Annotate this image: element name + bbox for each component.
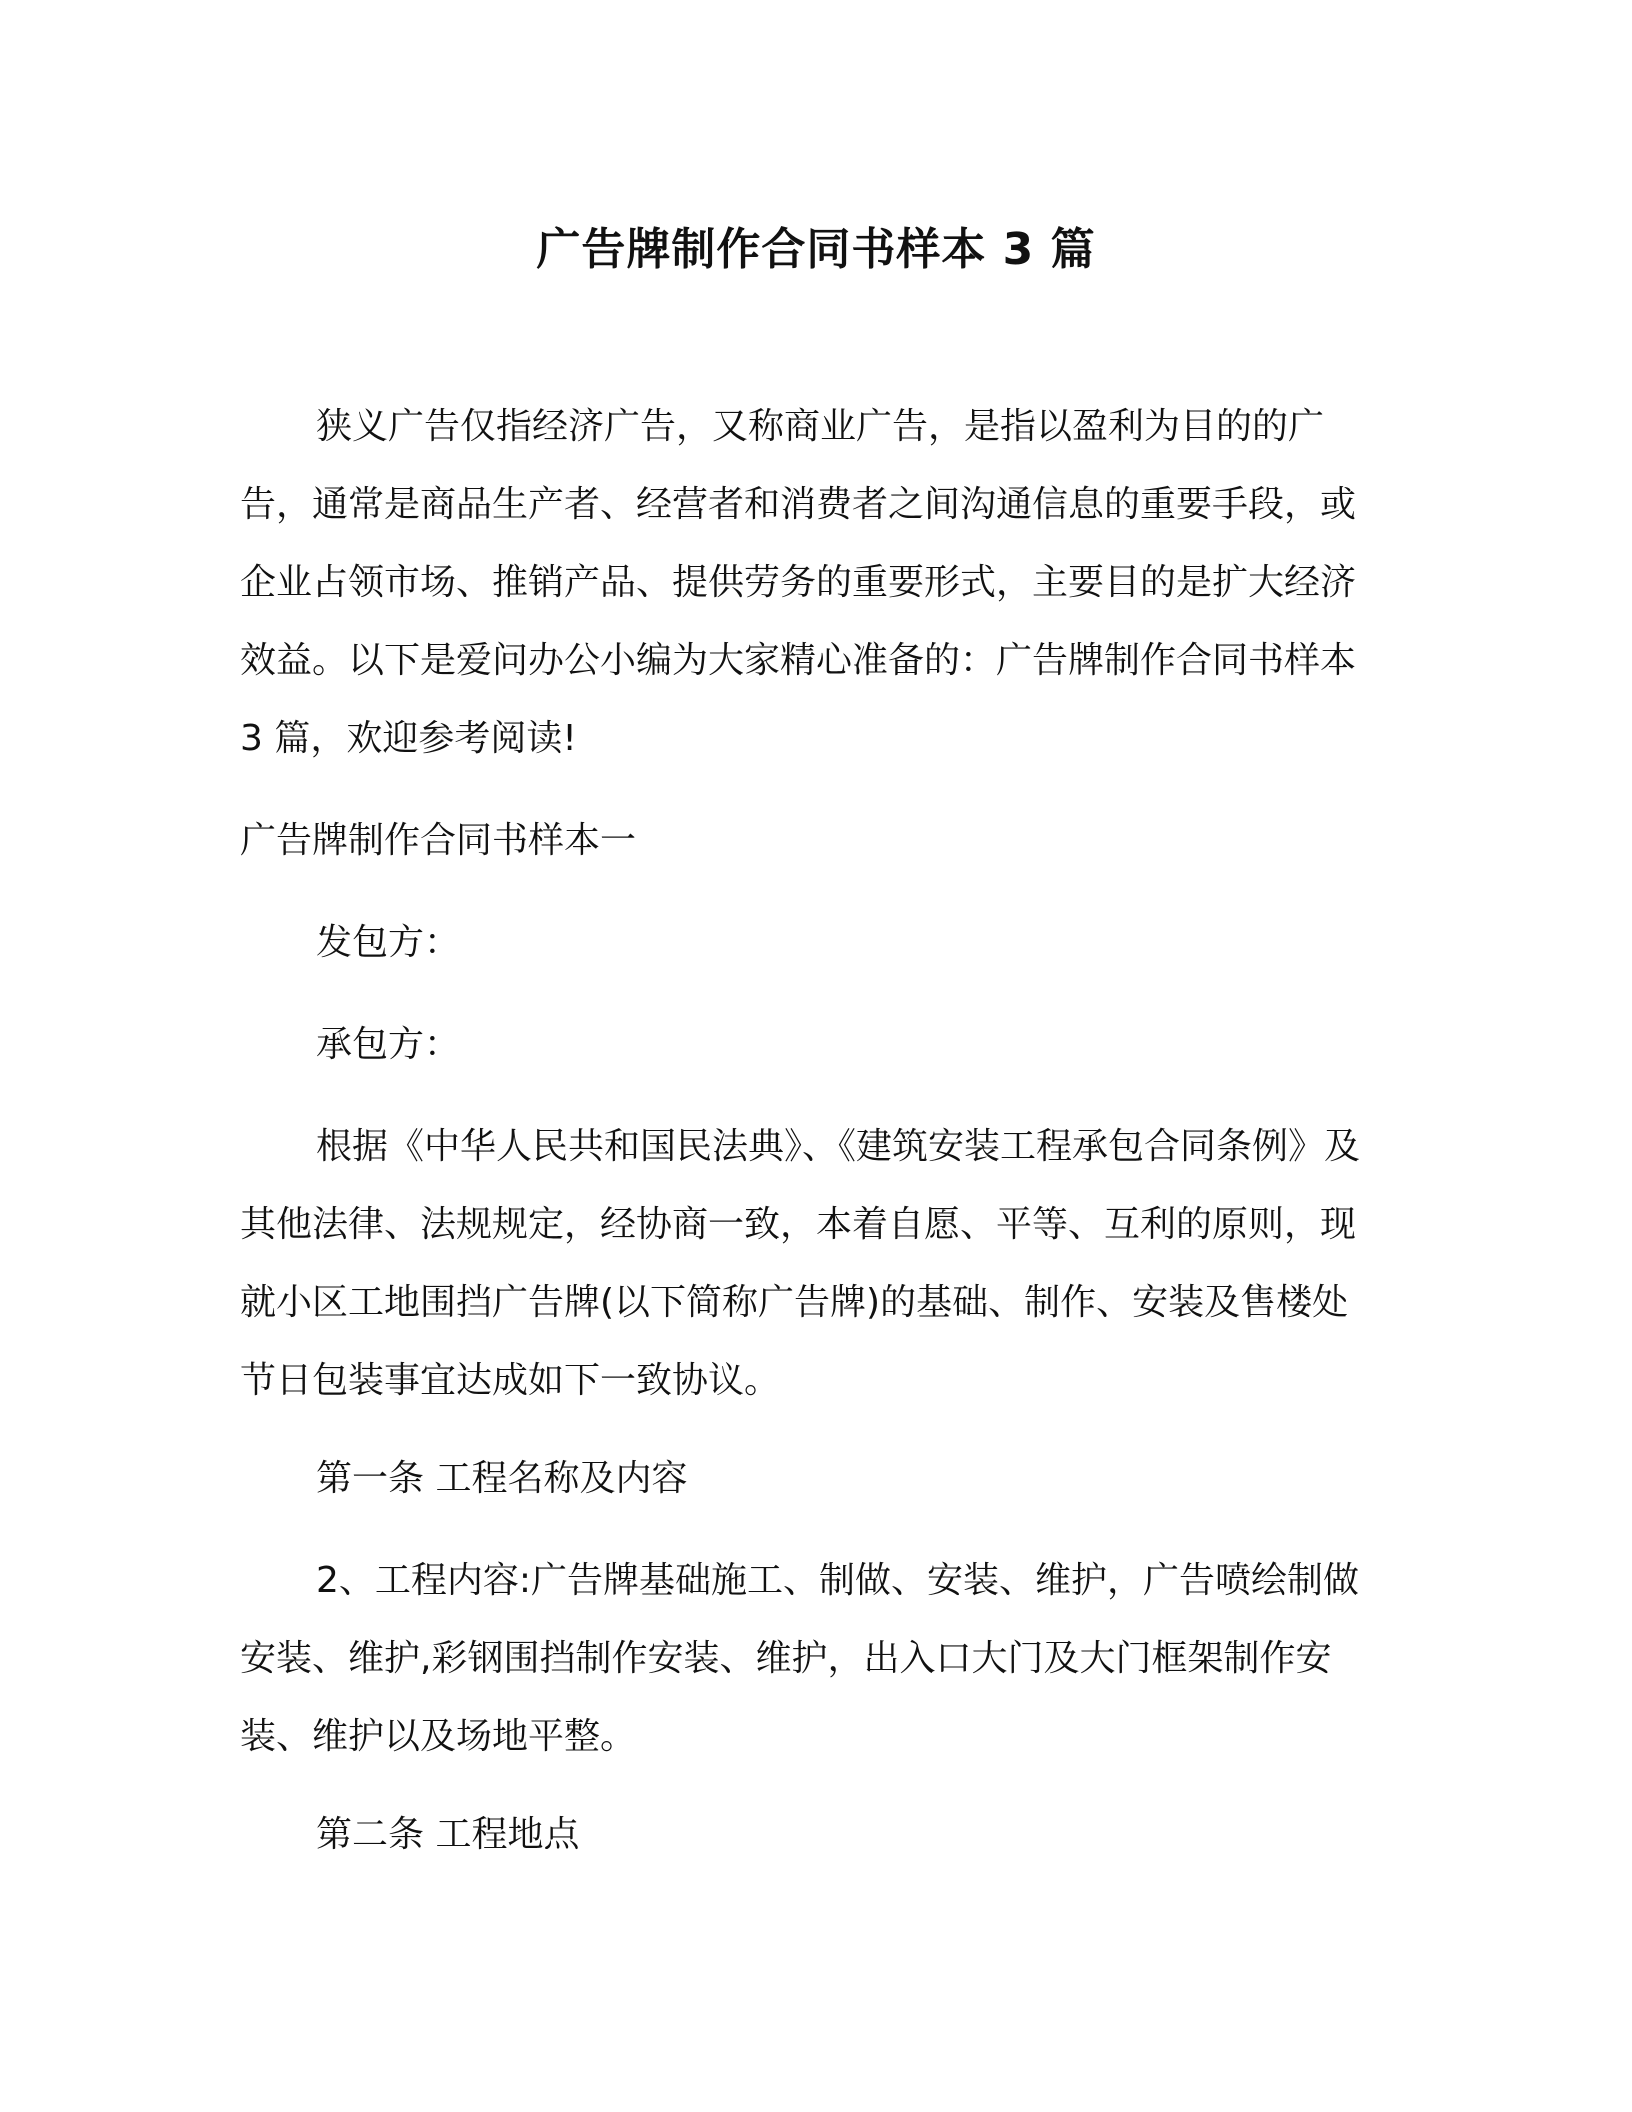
party-a-line: 发包方： [316,922,461,963]
content-paragraph: 2、工程内容:广告牌基础施工、制做、安装、维护，广告喷绘制做安装、维护,彩钢围挡制作安装、维护，出入口大门及大门框架制作安装、维护以及场地平整。 [240,1560,1360,1757]
document-title: 广告牌制作合同书样本 3 篇 [536,224,1096,275]
article-1-heading: 第一条 工程名称及内容 [316,1458,688,1499]
article-2-heading: 第二条 工程地点 [316,1814,580,1855]
basis-paragraph: 根据《中华人民共和国民法典》、《建筑安装工程承包合同条例》及其他法律、法规规定，经协商一致，本着自愿、平等、互利的原则，现就小区工地围挡广告牌(以下简称广告牌)的基础、制作、安装及售楼处节日包装事宜达成如下一致协议。 [240,1126,1361,1401]
party-b-line: 承包方： [316,1024,461,1065]
intro-paragraph: 狭义广告仅指经济广告，又称商业广告，是指以盈利为目的的广告，通常是商品生产者、经营者和消费者之间沟通信息的重要手段，或企业占领市场、推销产品、提供劳务的重要形式，主要目的是扩大经济效益。以下是爱问办公小编为大家精心准备的：广告牌制作合同书样本 3 篇，欢迎参考阅读! [240,406,1357,759]
sample-heading: 广告牌制作合同书样本一 [240,820,637,861]
